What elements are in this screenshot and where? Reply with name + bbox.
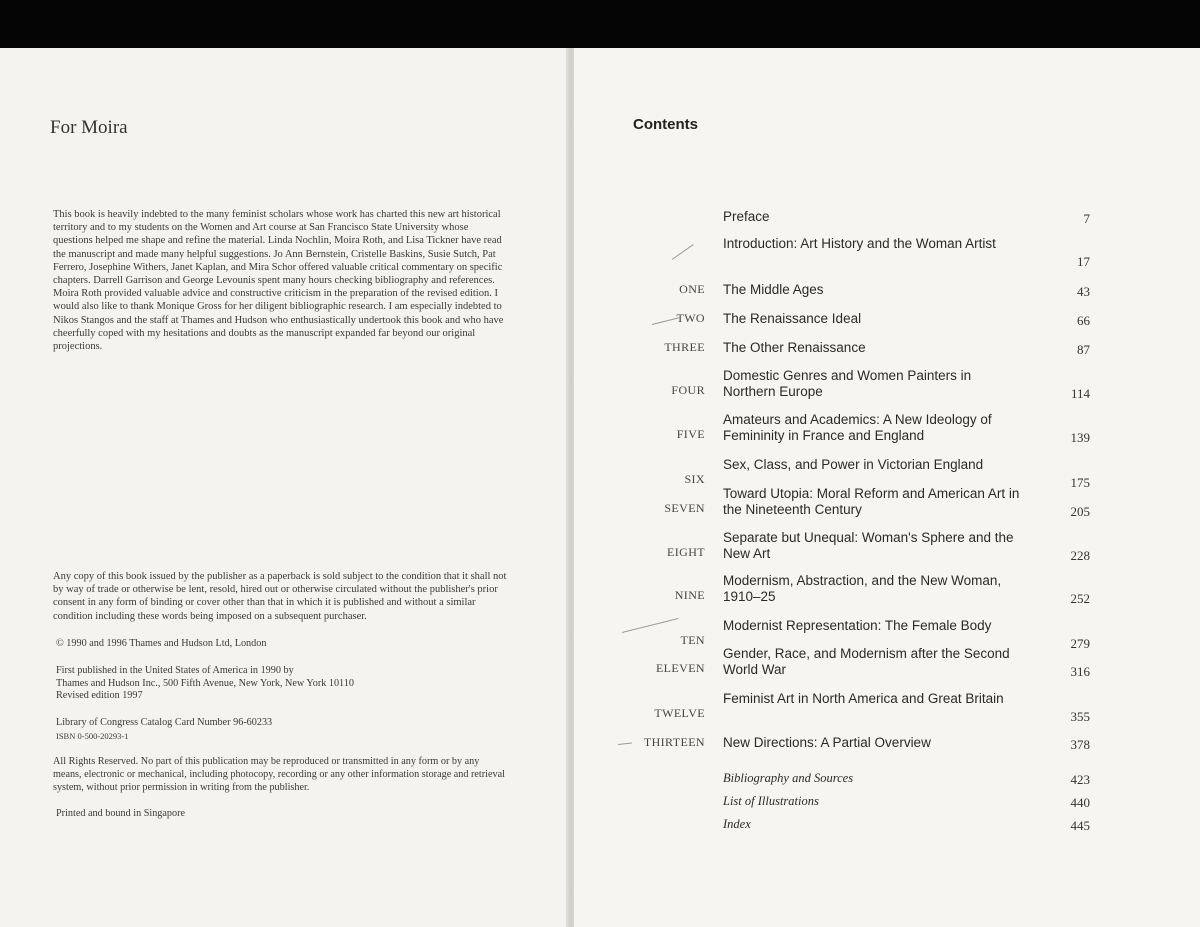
- chapter-title: Gender, Race, and Modernism after the Second World War: [723, 646, 1010, 677]
- contents-heading: Contents: [633, 116, 698, 133]
- chapter-title: The Middle Ages: [723, 282, 824, 297]
- publisher-address-line: Thames and Hudson Inc., 500 Fifth Avenue, New York, New York 10110: [56, 677, 354, 689]
- printed-line: [56, 808, 511, 821]
- scanner-border: [0, 0, 1200, 48]
- first-published-line: First published in the United States of America in 1990 by: [56, 665, 294, 676]
- chapter-number: ONE: [679, 282, 705, 296]
- pencil-mark: [618, 743, 632, 745]
- left-page: [0, 48, 570, 927]
- chapter-number: THREE: [664, 340, 705, 354]
- dedication: For Moira: [50, 117, 128, 138]
- page-number: 279: [1070, 636, 1090, 651]
- page-number: 445: [1070, 818, 1090, 833]
- chapter-title: Domestic Genres and Women Painters in Northern Europe: [723, 368, 972, 399]
- page-number: 7: [1083, 211, 1090, 226]
- chapter-title: The Renaissance Ideal: [723, 311, 862, 326]
- page-number: 440: [1070, 795, 1090, 810]
- rights-paragraph: All Rights Reserved. No part of this publication may be reproduced or transmitted in any form or by any means, electronic or mechanical, including photocopy, recording or any other information storage and retrieval system, without prior permission in writing from the publisher.: [53, 756, 505, 793]
- catalog-block: [56, 717, 511, 742]
- catalog-number-line: Library of Congress Catalog Card Number 96-60233: [56, 717, 273, 728]
- page-number: 378: [1070, 737, 1090, 752]
- page-number: 139: [1070, 430, 1090, 445]
- page-number: 205: [1070, 504, 1090, 519]
- chapter-number: EIGHT: [667, 545, 705, 559]
- chapter-number: NINE: [674, 588, 705, 602]
- isbn-line: ISBN 0-500-20293-1: [56, 730, 129, 741]
- sale-condition-paragraph: Any copy of this book issued by the publisher as a paperback is sold subject to the condition that it shall not by way of trade or otherwise be lent, resold, hired out or otherwise circulated without the publisher's prior consent in any form of binding or cover other than that in which it is published and without a similar condition including these words being imposed on a subsequent purchaser.: [53, 571, 507, 622]
- chapter-number: FOUR: [671, 383, 705, 397]
- pencil-mark: [652, 317, 679, 325]
- chapter-number: THIRTEEN: [643, 735, 705, 749]
- pencil-mark: [672, 244, 694, 260]
- chapter-title: Sex, Class, and Power in Victorian England: [723, 457, 984, 472]
- chapter-title: Amateurs and Academics: A New Ideology of Femininity in France and England: [723, 412, 992, 443]
- first-published-block: [56, 665, 511, 703]
- revised-edition-line: Revised edition 1997: [56, 690, 143, 701]
- chapter-title: Introduction: Art History and the Woman Artist: [723, 236, 996, 251]
- chapter-number: TWELVE: [654, 706, 705, 720]
- copyright-line: [56, 638, 511, 651]
- acknowledgements-paragraph: This book is heavily indebted to the many feminist scholars whose work has charted this new art historical territory and to my students on the Women and Art course at San Francisco State University whose questions helped me shape and refine the material. Linda Nochlin, Moira Roth, and Lisa Tickner have read the manuscript and made many helpful suggestions. Jo Ann Bernstein, Cristelle Baskins, Susie Sutch, Pat Ferrero, Josephine Withers, Janet Kaplan, and Mira Schor offered valuable critical commentary on specific chapters. Darrell Garrison and George Levounis spent many hours checking bibliography and references. Moira Roth provided valuable advice and constructive criticism in the preparation of the revised edition. I would also like to thank Monique Gross for her diligent bibliographic research. I am especially indebted to Nikos Stangos and the staff at Thames and Hudson who enthusiastically undertook this book and who have cheerfully coped with my hesitations and doubts as the manuscript expanded far beyond our original projections.: [53, 209, 504, 353]
- page-number: 355: [1070, 709, 1090, 724]
- pencil-mark: [622, 618, 679, 633]
- back-matter-title: Index: [723, 817, 751, 831]
- chapter-number: SEVEN: [664, 501, 705, 515]
- page-number: 114: [1070, 386, 1090, 401]
- chapter-title: Toward Utopia: Moral Reform and American Art in the Nineteenth Century: [723, 486, 1020, 517]
- page-number: 66: [1077, 313, 1090, 328]
- chapter-number: TWO: [676, 311, 705, 325]
- chapter-number: SIX: [684, 472, 705, 486]
- back-matter-title: Bibliography and Sources: [723, 771, 854, 785]
- page-number: 87: [1077, 342, 1090, 357]
- chapter-title: Modernist Representation: The Female Body: [723, 618, 992, 633]
- page-number: 175: [1070, 475, 1090, 490]
- printed-text: Printed and bound in Singapore: [56, 808, 186, 819]
- page-number: 423: [1070, 772, 1090, 787]
- chapter-number: FIVE: [676, 427, 705, 441]
- chapter-title: Preface: [723, 209, 770, 224]
- chapter-title: Modernism, Abstraction, and the New Woman, 1910–25: [723, 573, 1002, 604]
- chapter-title: Separate but Unequal: Woman's Sphere and the New Art: [723, 530, 1014, 561]
- right-page: [574, 48, 1200, 927]
- page-number: 17: [1077, 254, 1090, 269]
- copyright-text: © 1990 and 1996 Thames and Hudson Ltd, London: [56, 638, 267, 649]
- page-number: 43: [1077, 284, 1090, 299]
- chapter-title: The Other Renaissance: [723, 340, 866, 355]
- chapter-number: ELEVEN: [655, 661, 705, 675]
- page-number: 316: [1070, 664, 1090, 679]
- page-number: 228: [1070, 548, 1090, 563]
- back-matter-title: List of Illustrations: [723, 794, 819, 808]
- chapter-number: TEN: [680, 633, 705, 647]
- chapter-title: Feminist Art in North America and Great Britain: [723, 691, 1004, 706]
- chapter-title: New Directions: A Partial Overview: [723, 735, 931, 750]
- page-number: 252: [1070, 591, 1090, 606]
